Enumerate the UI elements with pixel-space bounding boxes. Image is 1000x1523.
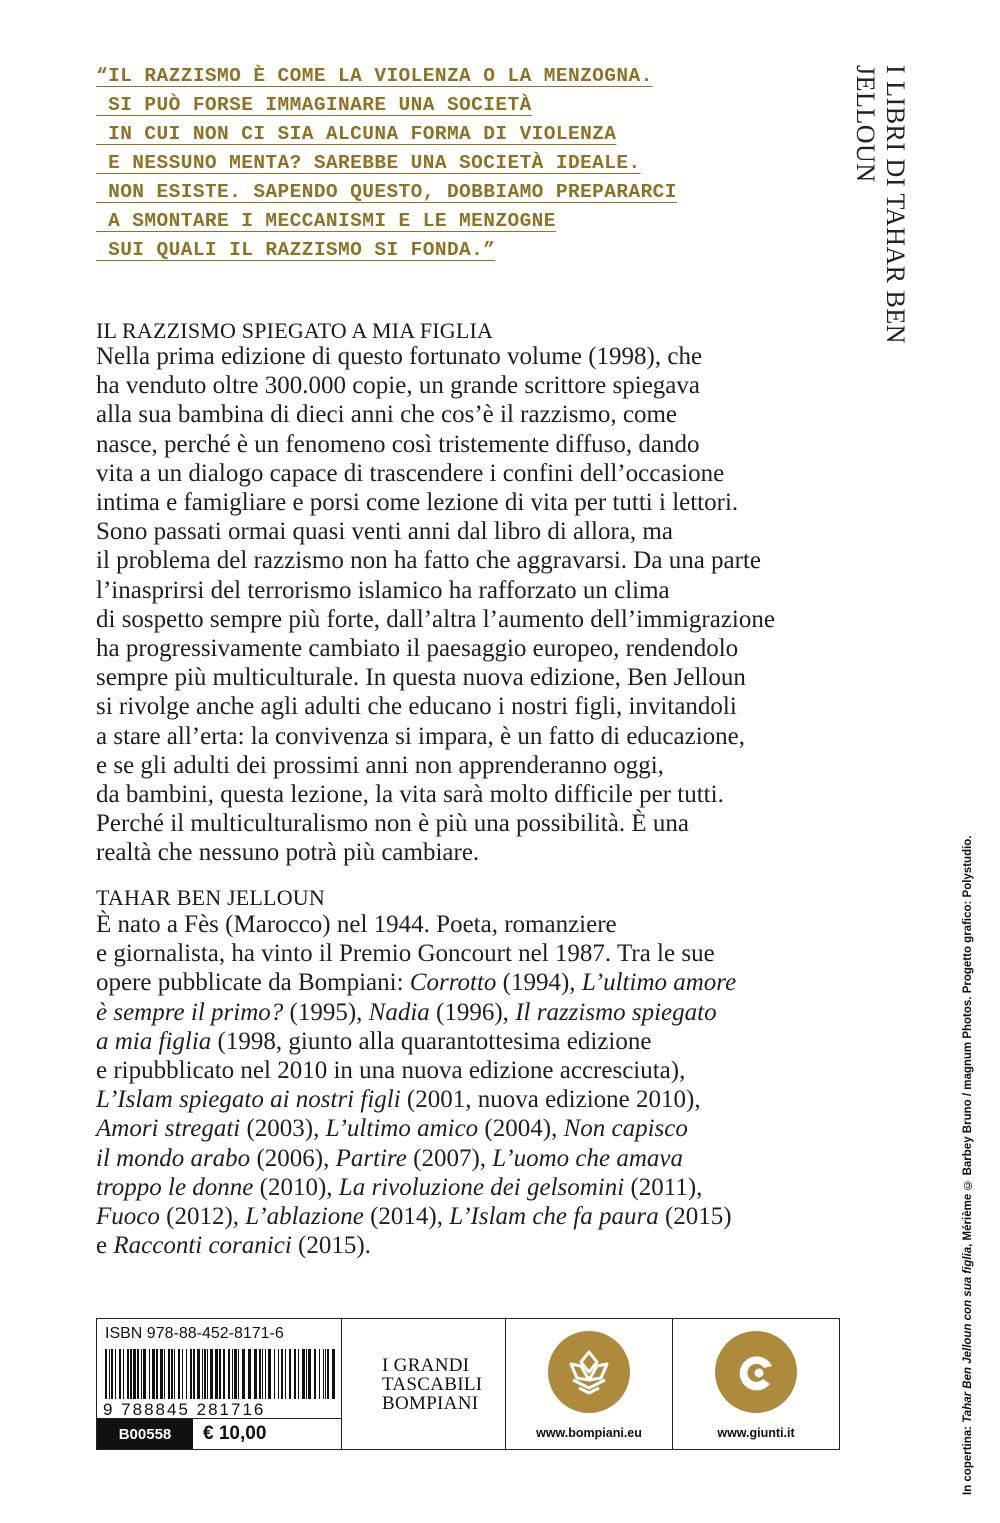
book-title-italic: Amori stregati: [96, 1115, 241, 1143]
book-title-italic: L’ablazione: [245, 1203, 364, 1231]
book-text-line: intima e famigliare e porsi come lezione di vita per tutti i lettori.: [96, 489, 739, 517]
book-title-italic: a mia figlia: [96, 1027, 212, 1055]
text-segment: (2015).: [291, 1232, 371, 1260]
isbn-label: ISBN 978-88-452-8171-6: [105, 1325, 284, 1342]
text-segment: (1995),: [283, 998, 369, 1026]
text-segment: (1996),: [429, 998, 516, 1026]
book-text-line: ha venduto oltre 300.000 copie, un grande scrittore spiegava: [96, 372, 700, 400]
book-text-line: Perché il multiculturalismo non è più una possibilità. È una: [96, 810, 689, 838]
book-title-italic: Nadia: [368, 998, 430, 1026]
book-text-line: Sono passati ormai quasi venti anni dal libro di allora, ma: [96, 518, 673, 546]
text-segment: (2015): [658, 1203, 732, 1231]
series-line: I GRANDI: [382, 1354, 470, 1376]
quote-line: A SMONTARE I MECCANISMI E LE MENZOGNE: [96, 210, 556, 232]
quote-line: “IL RAZZISMO È COME LA VIOLENZA O LA MENZOGNA.: [96, 65, 653, 87]
text-segment: e giornalista, ha vinto il Premio Goncourt nel 1987. Tra le sue: [96, 940, 715, 968]
text-segment: È nato a Fès (Marocco) nel 1944. Poeta, romanziere: [96, 911, 617, 938]
bompiani-url[interactable]: www.bompiani.eu: [536, 1426, 642, 1440]
text-segment: (2010),: [253, 1173, 339, 1201]
text-segment: (2003),: [240, 1115, 326, 1143]
book-title-italic: L’Islam spiegato ai nostri figli: [96, 1086, 401, 1114]
book-title-italic: Racconti coranici: [113, 1232, 292, 1260]
quote-line: NON ESISTE. SAPENDO QUESTO, DOBBIAMO PREPARARCI: [96, 181, 677, 203]
book-text-line: si rivolge anche agli adulti che educano i nostri figli, invitandoli: [96, 693, 737, 721]
cover-credits: [962, 735, 986, 1495]
author-text-line: [96, 1173, 836, 1202]
book-text-line: alla sua bambina di dieci anni che cos’è il razzismo, come: [96, 401, 678, 429]
book-text-line: e se gli adulti dei prossimi anni non apprenderanno oggi,: [96, 751, 664, 779]
text-segment: (1994),: [496, 969, 582, 997]
book-text-line: l’inasprirsi del terrorismo islamico ha rafforzato un clima: [96, 576, 670, 604]
text-segment: (2004),: [478, 1115, 564, 1143]
bompiani-lotus-icon: [548, 1331, 630, 1413]
book-title-italic: L’ultimo amore: [581, 969, 737, 997]
price-row: [97, 1418, 341, 1449]
book-text-line: realtà che nessuno potrà più cambiare.: [96, 839, 480, 867]
author-text-line: [96, 1027, 836, 1056]
cover-quote: [96, 62, 816, 265]
book-text-line: il problema del razzismo non ha fatto che aggravarsi. Da una parte: [96, 547, 762, 575]
author-text-line: [96, 939, 836, 968]
barcode-block: [97, 1319, 342, 1449]
text-segment: e: [96, 1232, 114, 1260]
barcode-icon: [97, 1347, 341, 1419]
text-segment: (2007),: [406, 1144, 493, 1172]
author-text-line: [96, 1056, 836, 1085]
barcode-digits: 9 788845 281716: [103, 1400, 266, 1419]
author-text-line: [96, 1202, 836, 1231]
text-segment: (2006),: [250, 1144, 336, 1172]
book-title-italic: il mondo arabo: [96, 1144, 251, 1172]
author-text-line: [96, 1085, 836, 1114]
author-bio: [96, 910, 836, 1260]
credits-rest: , Mérième © Barbey Bruno / magnum Photos. Progetto grafico: Polystudio.: [962, 835, 974, 1247]
text-segment: (2014),: [363, 1203, 450, 1231]
book-title: IL RAZZISMO SPIEGATO A MIA FIGLIA: [96, 318, 494, 343]
author-text-line: [96, 1114, 836, 1143]
author-text-line: [96, 910, 836, 939]
book-text-line: da bambini, questa lezione, la vita sarà molto difficile per tutti.: [96, 781, 724, 809]
book-description: [96, 342, 836, 868]
book-text-line: vita a un dialogo capace di trascendere i confini dell’occasione: [96, 459, 725, 487]
book-title-italic: L’uomo che amava: [492, 1144, 683, 1172]
book-title-italic: La rivoluzione dei gelsomini: [338, 1173, 625, 1201]
author-text-line: [96, 968, 836, 997]
giunti-spiral-icon: [715, 1331, 797, 1413]
back-cover-footer: [96, 1318, 840, 1450]
credits-prefix: In copertina:: [962, 1422, 974, 1495]
book-title-italic: Partire: [335, 1144, 407, 1172]
text-segment: (2001, nuova edizione 2010),: [400, 1086, 701, 1114]
price: € 10,00: [203, 1423, 267, 1444]
book-text-line: ha progressivamente cambiato il paesaggio europeo, rendendolo: [96, 635, 739, 663]
giunti-url[interactable]: www.giunti.it: [717, 1426, 795, 1440]
product-code: B00558: [97, 1419, 193, 1449]
book-title-italic: è sempre il primo?: [96, 998, 284, 1026]
author-title: TAHAR BEN JELLOUN: [96, 885, 325, 910]
series-line: TASCABILI: [382, 1373, 483, 1395]
author-text-line: [96, 998, 836, 1027]
text-segment: (2011),: [624, 1173, 703, 1201]
quote-line: IN CUI NON CI SIA ALCUNA FORMA DI VIOLENZA: [96, 123, 617, 145]
text-segment: (1998, giunto alla quarantottesima edizione: [211, 1027, 652, 1055]
credits-photo-title: Tahar Ben Jelloun con sua figlia: [962, 1246, 974, 1423]
book-title-italic: L’ultimo amico: [325, 1115, 479, 1143]
book-text-line: a stare all’erta: la convivenza si impara, è un fatto di educazione,: [96, 722, 745, 750]
quote-line: SI PUÒ FORSE IMMAGINARE UNA SOCIETÀ: [96, 94, 532, 116]
publisher-bompiani: [506, 1319, 673, 1449]
book-title-italic: Fuoco: [96, 1203, 160, 1231]
book-text-line: Nella prima edizione di questo fortunato volume (1998), che: [96, 343, 703, 370]
text-segment: opere pubblicate da Bompiani:: [96, 969, 410, 997]
author-text-line: [96, 1144, 836, 1173]
book-text-line: di sospetto sempre più forte, dall’altra l’aumento dell’immigrazione: [96, 605, 775, 633]
book-title-italic: Non capisco: [563, 1115, 688, 1143]
book-title-italic: Corrotto: [409, 969, 497, 997]
series-title-vertical: I LIBRI DI TAHAR BEN JELLOUN: [851, 65, 910, 344]
book-title-italic: troppo le donne: [96, 1173, 254, 1201]
series-logo: [342, 1319, 506, 1449]
book-title-italic: Il razzismo spiegato: [515, 998, 717, 1026]
book-text-line: nasce, perché è un fenomeno così tristemente diffuso, dando: [96, 430, 700, 458]
series-line: BOMPIANI: [382, 1392, 479, 1414]
book-text-line: sempre più multiculturale. In questa nuova edizione, Ben Jelloun: [96, 664, 746, 692]
quote-line: E NESSUNO MENTA? SAREBBE UNA SOCIETÀ IDEALE.: [96, 152, 641, 174]
text-segment: (2012),: [159, 1203, 246, 1231]
quote-line: SUI QUALI IL RAZZISMO SI FONDA.”: [96, 239, 496, 261]
book-title-italic: L’Islam che fa paura: [449, 1203, 659, 1231]
author-text-line: [96, 1231, 836, 1260]
publisher-giunti: [673, 1319, 839, 1449]
text-segment: e ripubblicato nel 2010 in una nuova edizione accresciuta),: [96, 1057, 686, 1085]
